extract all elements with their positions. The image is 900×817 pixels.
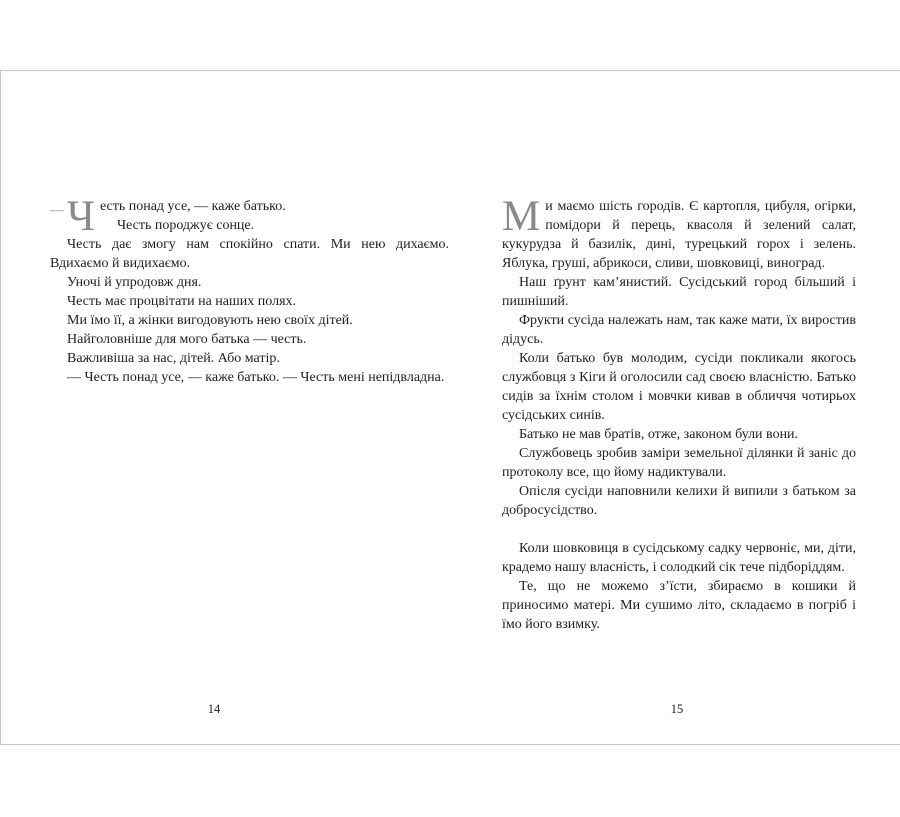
paragraph: — Честь понад усе, — каже батько. — Честь мені непідвладна. xyxy=(67,370,445,385)
paragraph: Фрукти сусіда належать нам, так каже мати, їх виростив дідусь. xyxy=(502,313,856,347)
right-drop-cap-block xyxy=(502,193,541,240)
right-opening-text: и маємо шість городів. Є картопля, цибуля, огірки, помідори й перець, квасоля й зелений салат, кукурудза й базилік, дині, турецький горох і зелень. Яблука, груші, абрикоси, сливи, шовковиці, виноград. xyxy=(502,199,856,271)
right-page-paragraphs xyxy=(502,273,856,634)
right-opening-paragraph xyxy=(502,193,856,273)
right-drop-cap-letter: М xyxy=(502,193,541,240)
paragraph: Коли шовковиця в сусідському садку червоніє, ми, діти, крадемо нашу власність, і солодкий сік тече підборіддям. xyxy=(502,541,856,575)
paragraph: Опісля сусіди наповнили келихи й випили з батьком за добросусідство. xyxy=(502,484,856,518)
paragraph: Наш ґрунт кам’янистий. Сусідський город більший і пишніший. xyxy=(502,275,856,309)
paragraph: Уночі й упродовж дня. xyxy=(67,275,202,290)
paragraph: Ми їмо її, а жінки вигодовують нею своїх дітей. xyxy=(67,313,353,328)
paragraph: Честь має процвітати на наших полях. xyxy=(67,294,297,309)
left-page-number: 14 xyxy=(207,702,221,716)
left-opening-text: есть понад усе, — каже батько. xyxy=(99,199,286,214)
paragraph: Те, що не можемо з’їсти, збираємо в кошики й приносимо матері. Ми сушимо літо, складаємо в погріб і їмо його взимку. xyxy=(502,579,856,632)
left-drop-cap-letter: Ч xyxy=(67,193,95,240)
paragraph: Честь дає змогу нам спокійно спати. Ми нею дихаємо. Вдихаємо й видихаємо. xyxy=(50,237,449,271)
paragraph: Честь породжує сонце. xyxy=(116,218,255,233)
left-page-text-column xyxy=(50,193,449,387)
left-drop-cap-block xyxy=(50,193,95,240)
book-spread xyxy=(0,70,900,745)
dialogue-dash: — xyxy=(50,203,64,218)
paragraph: Коли батько був молодим, сусіди покликали якогось службовця з Кіги й оголосили сад своєю власністю. Батько сидів за їхнім столом і мовчки кивав в обличчя чотирьох сусідських синів. xyxy=(502,351,856,423)
paragraph: Батько не мав братів, отже, законом були вони. xyxy=(519,427,799,442)
paragraph: Важливіша за нас, дітей. Або матір. xyxy=(67,351,280,366)
paragraph: Найголовніше для мого батька — честь. xyxy=(67,332,307,347)
right-page-text-column xyxy=(502,193,856,634)
left-page-paragraphs xyxy=(50,216,449,387)
paragraph: Службовець зробив заміри земельної ділянки й заніс до протоколу все, що йому надиктували. xyxy=(502,446,856,480)
right-page-number: 15 xyxy=(670,702,684,716)
